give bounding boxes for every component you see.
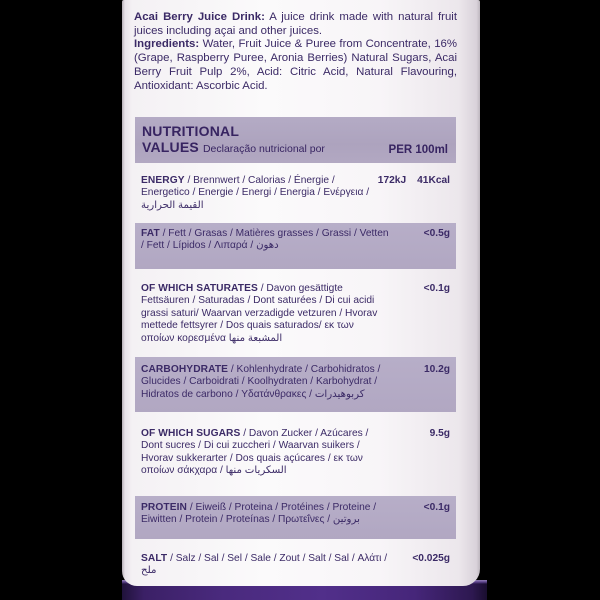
row-value: <0.1g: [423, 502, 450, 513]
row-name: PROTEIN: [141, 502, 187, 513]
row-translations: / Eiweiß / Proteina / Protéines / Proteine / Eiwitten / Protein / Proteínas / Πρωτεΐνες / بروتين: [141, 502, 377, 526]
nutrition-row-fat: [135, 223, 456, 269]
row-translations: / Salz / Sal / Sel / Sale / Zout / Salt / Sal / Αλάτι / ملح: [141, 553, 388, 577]
row-translations: / Kohlenhydrate / Carbohidratos / Glucides / Carboidrati / Koolhydraten / Karbohydrat / Hidratos de carbono / Υδατάνθρακες / كربوهيدرات: [141, 364, 381, 400]
row-value: <0.1g: [423, 283, 450, 294]
row-label: [141, 502, 389, 527]
product-description-text: A juice drink made with natural fruit juices including açai and other juices.: [134, 11, 457, 37]
nutrition-row-protein: [135, 496, 456, 539]
row-value: [378, 175, 450, 187]
row-translations: / Davon Zucker / Azúcares / Dont sucres / Di cui zuccheri / Waarvan suikers / Hvorav sukkerarter / Dos quais açúcares / εκ των οποίων σάκχαρα / السكريات منها: [141, 428, 369, 477]
row-name: ENERGY: [141, 175, 185, 186]
row-translations: / Fett / Grasas / Matières grasses / Grassi / Vetten / Fett / Lípidos / Λιπαρά / دهون: [141, 228, 389, 252]
nutrition-row-carbohydrate: [135, 357, 456, 412]
row-label: [141, 228, 389, 253]
row-translations: / Davon gesättigte Fettsäuren / Saturadas / Dont saturées / Di cui acidi grassi saturi/ Waarvan verzadigde vetzuren / Hvorav mettede fettsyrer / Dos quais saturados/ εκ των οποίων κορεσμένα المشبعة منها: [141, 283, 378, 344]
row-value: <0.5g: [423, 228, 450, 239]
energy-kcal-value: 41Kcal: [417, 175, 450, 186]
nutrition-row-saturates: [135, 279, 456, 349]
row-value: 10.2g: [423, 364, 450, 375]
row-name: OF WHICH SUGARS: [141, 428, 241, 439]
row-translations: / Brennwert / Calorias / Énergie / Energetico / Energie / Energi / Energia / Ενέργεια / القيمة الحرارية: [141, 175, 370, 211]
ingredients-lead: Ingredients:: [134, 38, 200, 51]
nutrition-row-salt: [135, 549, 456, 582]
row-label: [141, 175, 378, 212]
row-label: [141, 428, 389, 478]
row-label: [141, 283, 389, 345]
product-description-lead: Acai Berry Juice Drink:: [134, 11, 265, 23]
nutrition-title-line2: VALUES: [142, 139, 199, 155]
row-name: OF WHICH SATURATES: [141, 283, 258, 294]
carton-body: [122, 0, 480, 586]
product-description: [134, 11, 457, 38]
nutrition-subtitle: Declaração nutricional por: [202, 143, 325, 155]
juice-carton-package: [122, 0, 480, 600]
per-100ml-label: PER 100ml: [388, 144, 448, 156]
row-label: [141, 364, 389, 401]
nutrition-row-sugars: [135, 424, 456, 482]
nutrition-title-line1: NUTRITIONAL: [142, 123, 240, 139]
row-value: 9.5g: [429, 428, 450, 439]
row-name: SALT: [141, 553, 168, 564]
row-name: CARBOHYDRATE: [141, 364, 229, 375]
energy-kj-value: 172kJ: [377, 175, 407, 186]
row-value: <0.025g: [412, 553, 450, 564]
nutrition-panel-header: [135, 117, 456, 163]
row-label: [141, 553, 389, 578]
ingredients-text: Water, Fruit Juice & Puree from Concentrate, 16% (Grape, Raspberry Puree, Aronia Berries) Natural Sugars, Acai Berry Fruit Pulp 2%, Acid: Citric Acid, Natural Flavouring, Antioxidant: Ascorbic Acid.: [134, 38, 457, 92]
product-intro-text: [134, 11, 457, 93]
row-name: FAT: [141, 228, 160, 239]
nutrition-row-energy: [135, 171, 456, 216]
ingredients: [134, 38, 457, 93]
